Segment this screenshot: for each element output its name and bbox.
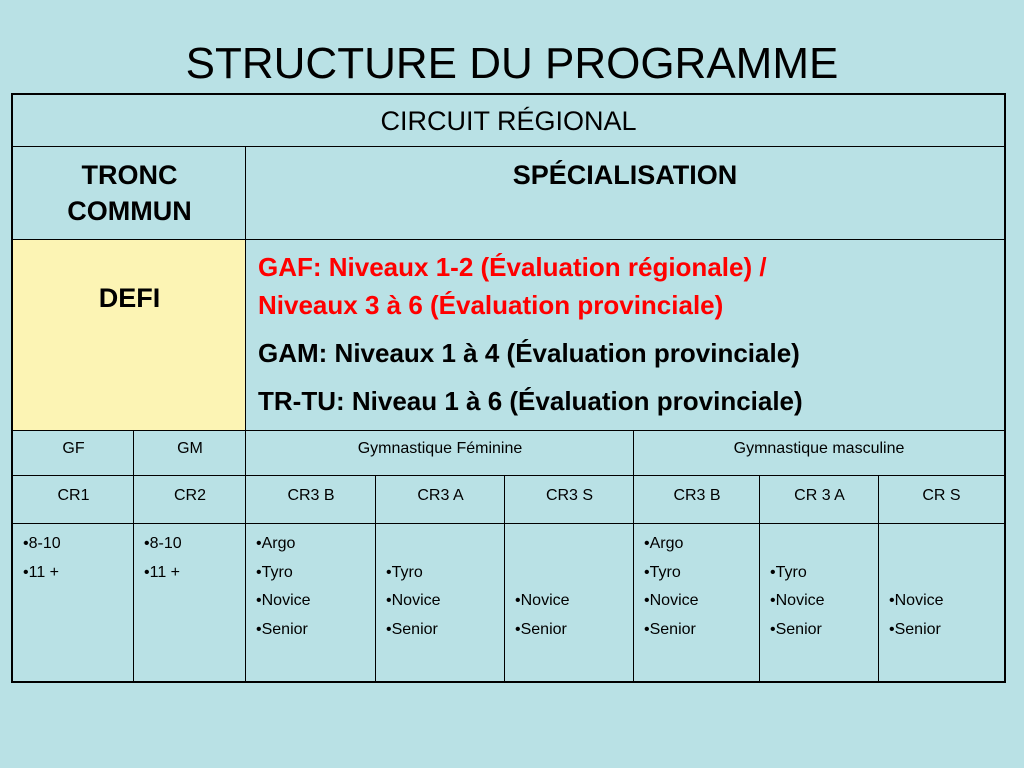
group-gm: GM <box>177 440 203 457</box>
category-item: • Tyro <box>256 559 376 588</box>
group-masculine: Gymnastique masculine <box>733 440 905 457</box>
column-divider <box>878 476 879 681</box>
category-cell <box>134 524 246 681</box>
row-divider <box>13 523 1004 524</box>
category-item: • Argo <box>256 530 376 559</box>
category-list <box>376 559 505 645</box>
tronc-commun-line1: TRONC <box>81 160 178 190</box>
category-item: • 11 + <box>144 559 246 588</box>
category-cell <box>634 524 760 681</box>
column-divider <box>504 476 505 681</box>
category-item: • 11 + <box>23 559 134 588</box>
category-list <box>634 530 760 644</box>
column-divider <box>759 476 760 681</box>
gaf-levels <box>258 248 1004 324</box>
category-item: • Tyro <box>386 559 505 588</box>
column-divider <box>633 431 634 681</box>
row-divider <box>13 146 1004 147</box>
row-divider <box>13 239 1004 240</box>
category-item: • 8-10 <box>144 530 246 559</box>
category-item: • Senior <box>770 616 879 645</box>
category-item: • Senior <box>889 616 1004 645</box>
category-item: • 8-10 <box>23 530 134 559</box>
group-feminine: Gymnastique Féminine <box>357 440 523 457</box>
category-cell <box>376 524 505 681</box>
category-list <box>505 587 634 644</box>
category-item: • Novice <box>515 587 634 616</box>
specialisation-header: SPÉCIALISATION <box>512 160 738 190</box>
group-gf: GF <box>62 440 85 457</box>
category-list <box>134 530 246 587</box>
category-item: • Novice <box>889 587 1004 616</box>
category-cell <box>246 524 376 681</box>
column-divider <box>133 431 134 681</box>
column-divider <box>245 147 246 681</box>
category-item: • Senior <box>644 616 760 645</box>
category-list <box>879 587 1004 644</box>
category-item: • Senior <box>515 616 634 645</box>
category-item: • Argo <box>644 530 760 559</box>
category-item: • Novice <box>256 587 376 616</box>
tronc-commun-cell <box>13 147 246 240</box>
row-divider <box>13 430 1004 431</box>
category-cell <box>13 524 134 681</box>
category-item: • Novice <box>644 587 760 616</box>
circuit-label: CR1 <box>57 487 90 504</box>
category-list <box>13 530 134 587</box>
circuit-header: CIRCUIT RÉGIONAL <box>380 106 637 136</box>
category-item: • Tyro <box>644 559 760 588</box>
trtu-levels: TR-TU: Niveau 1 à 6 (Évaluation provinciale) <box>258 386 803 416</box>
defi-cell: DEFI <box>13 240 246 431</box>
category-item: • Tyro <box>770 559 879 588</box>
category-list <box>760 559 879 645</box>
category-item: • Novice <box>770 587 879 616</box>
category-item: • Senior <box>386 616 505 645</box>
category-cell <box>760 524 879 681</box>
circuit-label: CR S <box>922 487 961 504</box>
circuit-label: CR3 B <box>287 487 335 504</box>
category-cell <box>505 524 634 681</box>
row-divider <box>13 475 1004 476</box>
column-divider <box>375 476 376 681</box>
category-item: • Senior <box>256 616 376 645</box>
gaf-line2: Niveaux 3 à 6 (Évaluation provinciale) <box>258 290 724 320</box>
program-structure-table <box>11 93 1006 683</box>
category-item: • Novice <box>386 587 505 616</box>
circuit-label: CR3 A <box>417 487 464 504</box>
circuit-label: CR 3 A <box>794 487 845 504</box>
tronc-commun-line2: COMMUN <box>67 196 192 226</box>
circuit-label: CR3 S <box>545 487 594 504</box>
gam-levels: GAM: Niveaux 1 à 4 (Évaluation provinciale) <box>258 338 800 368</box>
gaf-line1: GAF: Niveaux 1-2 (Évaluation régionale) / <box>258 252 767 282</box>
page-title: STRUCTURE DU PROGRAMME <box>185 39 839 88</box>
specialisation-details <box>246 240 1004 431</box>
category-list <box>246 530 376 644</box>
category-cell <box>879 524 1004 681</box>
circuit-label: CR2 <box>173 487 206 504</box>
circuit-label: CR3 B <box>673 487 721 504</box>
